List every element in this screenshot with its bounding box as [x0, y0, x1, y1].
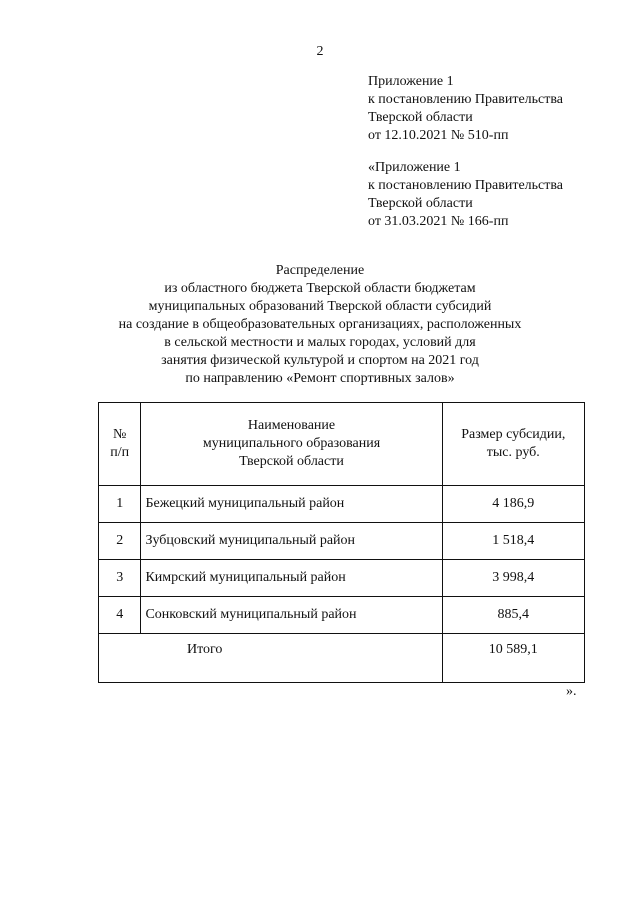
total-number-empty	[99, 634, 141, 683]
title-line: Распределение	[275, 263, 365, 278]
appendix-current	[368, 73, 563, 145]
row-number: 1	[99, 486, 141, 523]
table-header-row	[99, 403, 585, 486]
title-line: на создание в общеобразовательных организациях, расположенных	[118, 317, 522, 332]
row-amount: 1 518,4	[442, 523, 584, 560]
appendix-original	[368, 159, 563, 231]
header-subsidy-amount	[442, 403, 584, 486]
total-amount: 10 589,1	[442, 634, 584, 683]
appendix-current-line: к постановлению Правительства	[368, 92, 564, 107]
page-number: 2	[316, 44, 324, 59]
total-label: Итого	[141, 634, 442, 683]
table-row	[99, 486, 585, 523]
header-amount-line: тыс. руб.	[486, 445, 540, 460]
row-amount: 4 186,9	[442, 486, 584, 523]
header-municipality-line: Тверской области	[239, 454, 344, 469]
row-municipality: Бежецкий муниципальный район	[141, 486, 442, 523]
title-line: по направлению «Ремонт спортивных залов»	[185, 371, 455, 386]
appendix-original-line: «Приложение 1	[368, 160, 461, 175]
row-number: 3	[99, 560, 141, 597]
row-number: 2	[99, 523, 141, 560]
row-municipality: Сонковский муниципальный район	[141, 597, 442, 634]
header-municipality	[141, 403, 442, 486]
table-row	[99, 523, 585, 560]
title-line: муниципальных образований Тверской области субсидий	[148, 299, 492, 314]
subsidy-table	[98, 402, 585, 683]
appendix-current-date: от 12.10.2021 № 510-пп	[368, 128, 509, 143]
table-row	[99, 560, 585, 597]
closing-quote-mark: ».	[566, 684, 577, 699]
row-number: 4	[99, 597, 141, 634]
row-amount: 885,4	[442, 597, 584, 634]
appendix-current-line: Тверской области	[368, 110, 473, 125]
header-number-line: №	[113, 427, 127, 442]
header-municipality-line: муниципального образования	[202, 436, 381, 451]
table-row	[99, 597, 585, 634]
row-amount: 3 998,4	[442, 560, 584, 597]
header-amount-line: Размер субсидии,	[461, 427, 566, 442]
appendix-original-line: к постановлению Правительства	[368, 178, 564, 193]
header-number	[99, 403, 141, 486]
title-line: в сельской местности и малых городах, условий для	[164, 335, 476, 350]
table-total-row	[99, 634, 585, 683]
header-number-line: п/п	[110, 445, 130, 460]
row-municipality: Зубцовский муниципальный район	[141, 523, 442, 560]
header-municipality-line: Наименование	[247, 418, 336, 433]
appendix-original-date: от 31.03.2021 № 166-пп	[368, 214, 509, 229]
title-line: занятия физической культурой и спортом на 2021 год	[161, 353, 479, 368]
row-municipality: Кимрский муниципальный район	[141, 560, 442, 597]
document-title	[0, 262, 640, 388]
appendix-original-line: Тверской области	[368, 196, 473, 211]
appendix-current-line: Приложение 1	[368, 74, 454, 89]
title-line: из областного бюджета Тверской области бюджетам	[164, 281, 476, 296]
